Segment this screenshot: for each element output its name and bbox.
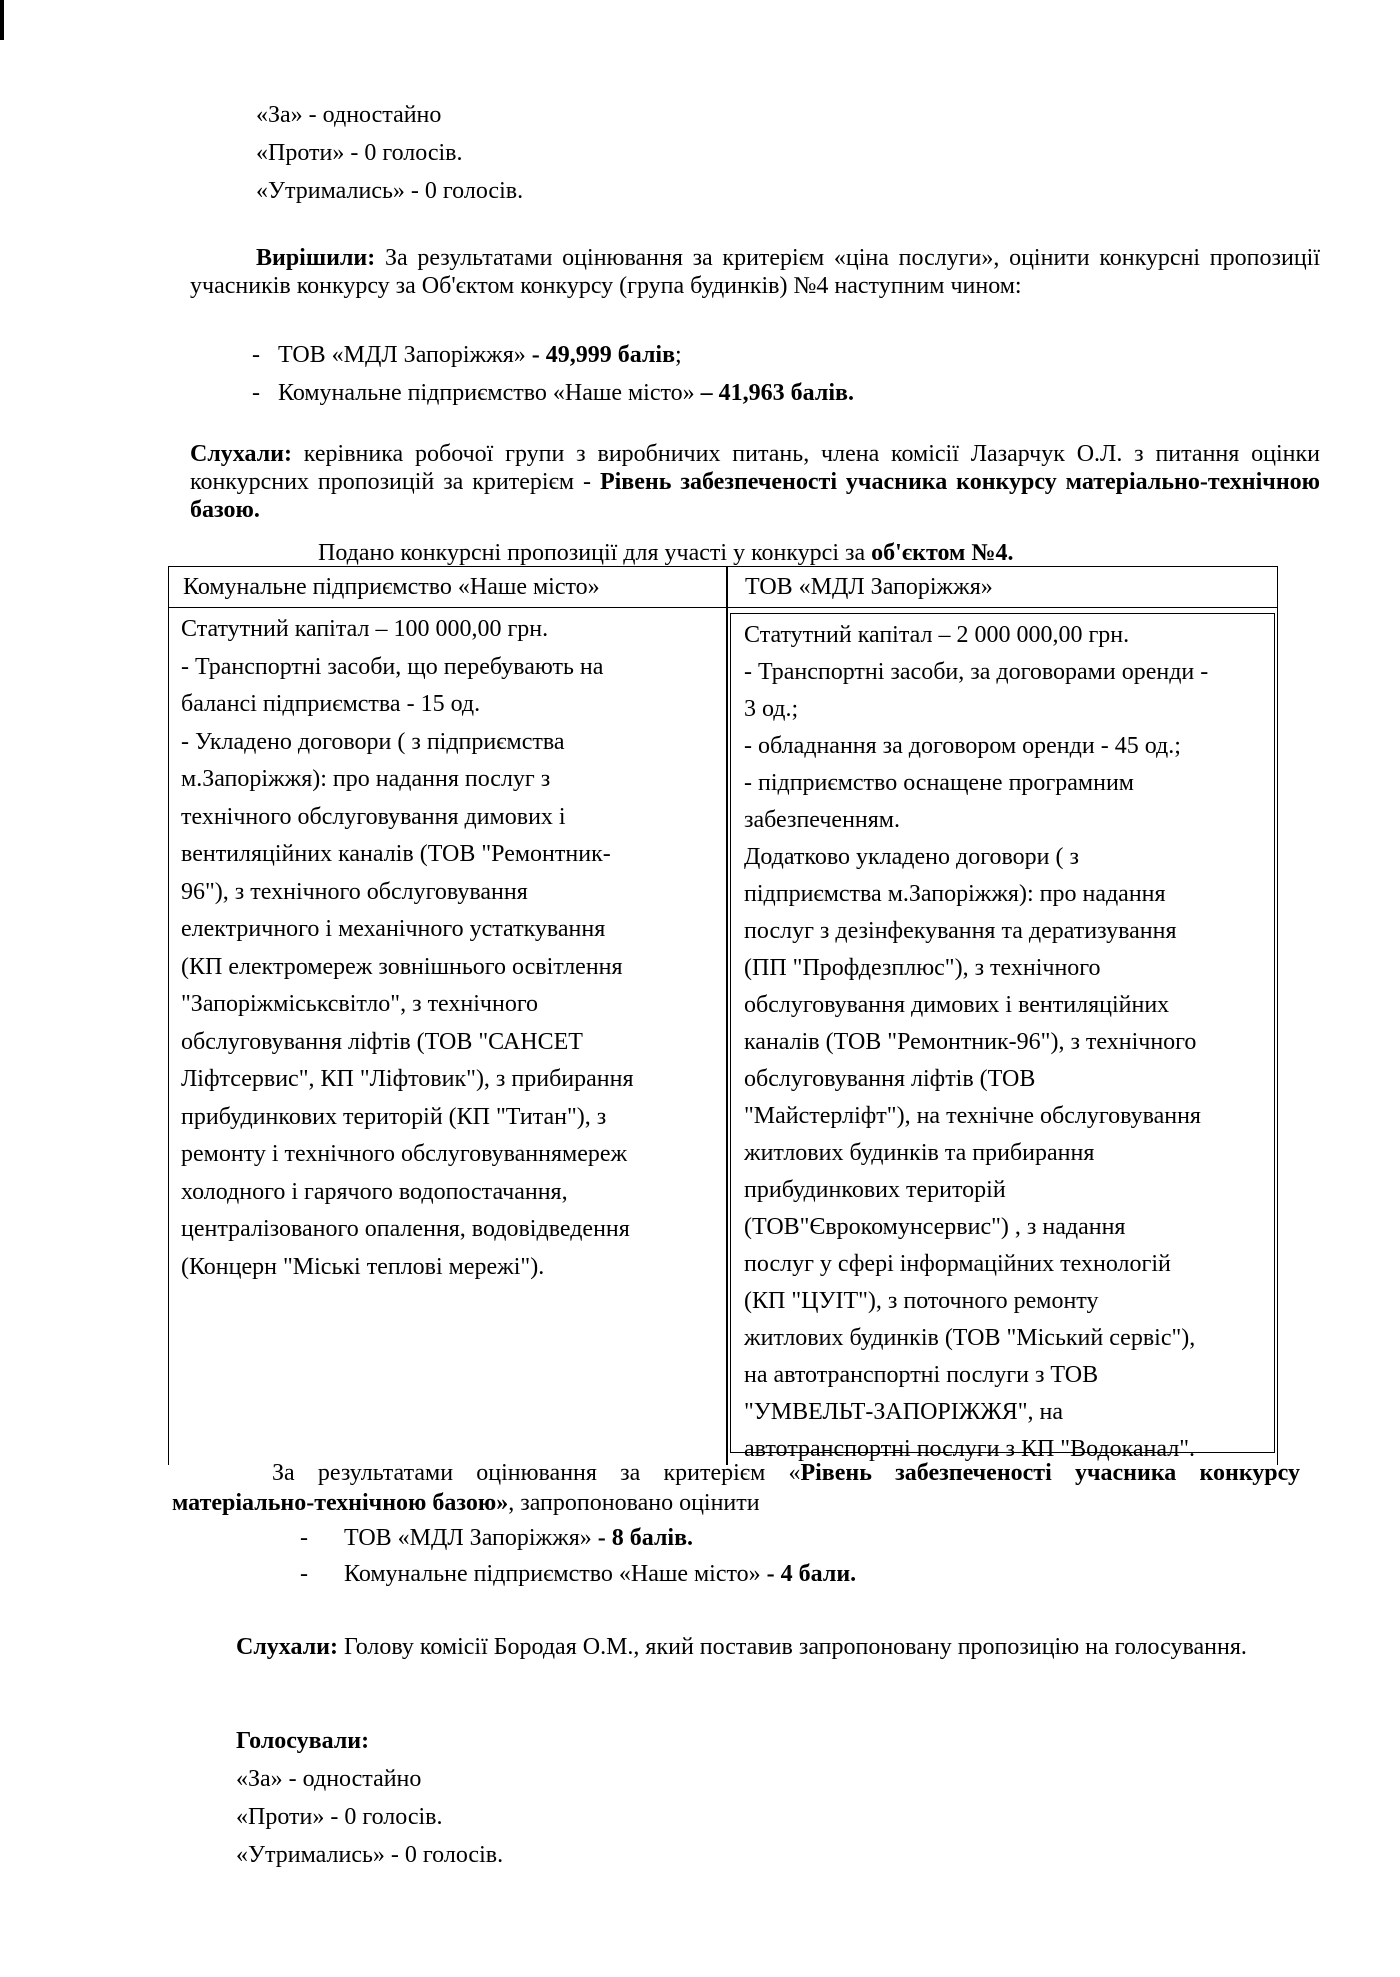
cell-line: 3 од.; xyxy=(744,696,799,722)
decided-text: За результатами оцінювання за критерієм «ціна послуги», оцінити конкурсні пропозиції учасників конкурсу за Об'єктом конкурсу (група будинків) №4 наступним чином: xyxy=(190,245,1320,299)
cell-line: м.Запоріжжя): про надання послуг з xyxy=(181,766,551,792)
decided-paragraph xyxy=(190,244,1320,300)
cell-line: підприємства м.Запоріжжя): про надання xyxy=(744,881,1166,907)
cell-line: (КП "ЦУІТ"), з поточного ремонту xyxy=(744,1288,1099,1314)
cell-line: послуг з дезінфекування та дератизування xyxy=(744,918,1177,944)
decided-list xyxy=(252,336,854,412)
cell-line: Додатково укладено договори ( з xyxy=(744,844,1079,870)
cell-line: "Майстерліфт"), на технічне обслуговування xyxy=(744,1103,1201,1129)
heard-paragraph-2 xyxy=(172,1632,1300,1662)
cell-line: забезпеченням. xyxy=(744,807,900,833)
heard-label: Слухали: xyxy=(236,1634,338,1660)
heard-criterion: Рівень забезпеченості учасника конкурсу матеріально-технічною базою. xyxy=(190,469,1320,523)
cell-line: обслуговування димових і вентиляційних xyxy=(744,992,1170,1018)
cell-line: Ліфтсервис", КП "Ліфтовик"), з прибирання xyxy=(181,1066,634,1092)
vote-abstained: «Утримались» - 0 голосів. xyxy=(236,1842,504,1868)
vote-for: «За» - одностайно xyxy=(256,102,442,128)
decided-label: Вирішили: xyxy=(256,245,376,271)
heard-label: Слухали: xyxy=(190,441,292,467)
vote-against: «Проти» - 0 голосів. xyxy=(236,1804,443,1830)
voted-label: Голосували: xyxy=(236,1728,370,1754)
cell-line: прибудинкових територій xyxy=(744,1177,1006,1203)
table-cell-right xyxy=(744,617,1272,1468)
cell-line: електричного і механічного устаткування xyxy=(181,916,606,942)
cell-line: централізованого опалення, водовідведення xyxy=(181,1216,630,1242)
heard-paragraph-1 xyxy=(190,440,1320,524)
cell-line: 96"), з технічного обслуговування xyxy=(181,878,528,905)
cell-line: "УМВЕЛЬТ-ЗАПОРІЖЖЯ", на xyxy=(744,1399,1064,1425)
cell-line: - Транспортні засоби, що перебувають на xyxy=(181,653,604,680)
cell-line: Статутний капітал – 2 000 000,00 грн. xyxy=(744,622,1130,648)
scan-edge-mark xyxy=(0,0,4,40)
cell-line: вентиляційних каналів (ТОВ "Ремонтник- xyxy=(181,841,611,867)
table-header-right: ТОВ «МДЛ Запоріжжя» xyxy=(745,574,993,600)
result-criterion: Рівень забезпеченості учасника конкурсу матеріально-технічною базою» xyxy=(172,1460,1300,1516)
cell-line: холодного і гарячого водопостачання, xyxy=(181,1178,568,1205)
cell-line: (Концерн "Міські теплові мережі"). xyxy=(181,1253,545,1280)
cell-line: автотранспортні послуги з КП "Водоканал". xyxy=(744,1436,1196,1462)
cell-line: - Транспортні засоби, за договорами оренди - xyxy=(744,659,1209,685)
table-header-row xyxy=(169,567,1277,608)
cell-line: обслуговування ліфтів (ТОВ xyxy=(744,1066,1036,1092)
heard-text: керівника робочої групи з виробничих питань, члена комісії Лазарчук О.Л. з питання оцінки конкурсних пропозицій за критерієм - xyxy=(190,441,1320,495)
table-column-divider xyxy=(726,567,728,1465)
result-list xyxy=(300,1520,856,1592)
table-header-left: Комунальне підприємство «Наше місто» xyxy=(183,574,600,600)
result-item: - Комунальне підприємство «Наше місто» - 4 бали. xyxy=(300,1561,857,1587)
vote-block-top xyxy=(256,96,523,210)
decided-item: - ТОВ «МДЛ Запоріжжя» - 49,999 балів; xyxy=(252,342,682,368)
table-cell-left xyxy=(181,611,721,1286)
voted-block xyxy=(236,1722,503,1874)
decided-item: - Комунальне підприємство «Наше місто» – 41,963 балів. xyxy=(252,380,854,406)
cell-line: технічного обслуговування димових і xyxy=(181,803,566,830)
heard-text: Голову комісії Бородая О.М., який поставив запропоновану пропозицію на голосування. xyxy=(337,1634,1247,1660)
cell-line: житлових будинків та прибирання xyxy=(744,1140,1095,1166)
cell-line: (КП електромереж зовнішнього освітлення xyxy=(181,953,623,980)
vote-for: «За» - одностайно xyxy=(236,1766,422,1792)
vote-against: «Проти» - 0 голосів. xyxy=(256,140,463,166)
cell-line: обслуговування ліфтів (ТОВ "САНСЕТ xyxy=(181,1028,583,1055)
cell-line: - підприємство оснащене програмним xyxy=(744,770,1134,796)
cell-line: прибудинкових територій (КП "Титан"), з xyxy=(181,1103,607,1130)
cell-line: Статутний капітал – 100 000,00 грн. xyxy=(181,616,549,642)
cell-line: балансі підприємства - 15 од. xyxy=(181,691,481,717)
cell-line: (ПП "Профдезплюс"), з технічного xyxy=(744,955,1101,981)
result-item: - ТОВ «МДЛ Запоріжжя» - 8 балів. xyxy=(300,1525,694,1551)
cell-line: "Запоріжміськсвітло", з технічного xyxy=(181,991,539,1017)
cell-line: (ТОВ"Єврокомунсервис") , з надання xyxy=(744,1214,1126,1240)
cell-line: - Укладено договори ( з підприємства xyxy=(181,728,565,755)
cell-line: на автотранспортні послуги з ТОВ xyxy=(744,1362,1099,1388)
cell-line: каналів (ТОВ "Ремонтник-96"), з технічного xyxy=(744,1029,1197,1055)
vote-abstained: «Утримались» - 0 голосів. xyxy=(256,178,524,204)
cell-line: - обладнання за договором оренди - 45 од.; xyxy=(744,733,1181,759)
cell-line: послуг у сфері інформаційних технологій xyxy=(744,1251,1171,1277)
table-caption: Подано конкурсні пропозиції для участі у конкурсі за об'єктом №4. xyxy=(318,540,1014,566)
result-paragraph: За результатами оцінювання за критерієм «Рівень забезпеченості учасника конкурсу матеріально-технічною базою», запропоновано оцінити xyxy=(172,1460,1300,1516)
cell-line: житлових будинків (ТОВ "Міський сервіс"), xyxy=(744,1325,1196,1351)
proposals-table xyxy=(168,566,1278,1465)
cell-line: ремонту і технічного обслуговуваннямереж xyxy=(181,1141,628,1167)
